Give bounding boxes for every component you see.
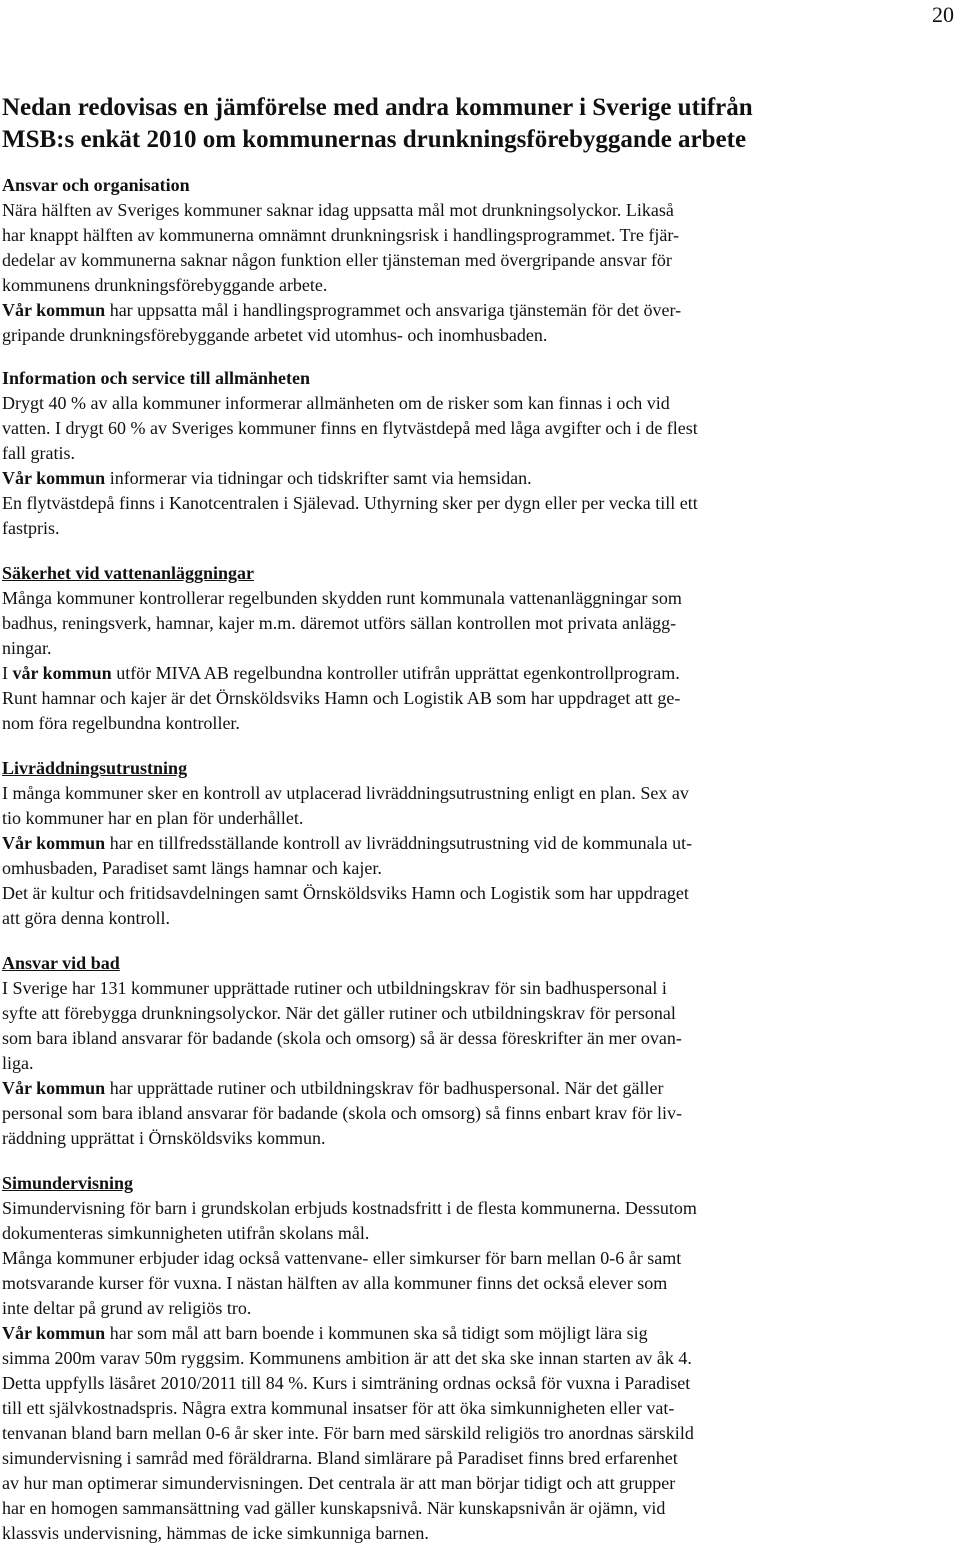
section bbox=[2, 173, 850, 348]
line-text: klassvis undervisning, hämmas de icke simkunniga barnen. bbox=[2, 1523, 429, 1543]
document-body bbox=[2, 92, 850, 1566]
section bbox=[2, 1171, 850, 1546]
line-text: dedelar av kommunerna saknar någon funktion eller tjänsteman med övergripande ansvar för bbox=[2, 250, 672, 270]
line-text: vatten. I drygt 60 % av Sveriges kommuner finns en flytvästdepå med låga avgifter och i de flest bbox=[2, 418, 698, 438]
text-line bbox=[2, 1496, 850, 1521]
our-municipality-label: vår kommun bbox=[12, 663, 112, 683]
text-line bbox=[2, 1321, 850, 1346]
line-text: Simundervisning för barn i grundskolan erbjuds kostnadsfritt i de flesta kommunerna. Dessutom bbox=[2, 1198, 697, 1218]
text-line bbox=[2, 1026, 850, 1051]
text-line bbox=[2, 1446, 850, 1471]
text-line bbox=[2, 831, 850, 856]
line-text: informerar via tidningar och tidskrifter samt via hemsidan. bbox=[105, 468, 532, 488]
text-line bbox=[2, 636, 850, 661]
line-text: kommunens drunkningsförebyggande arbete. bbox=[2, 275, 328, 295]
text-line bbox=[2, 466, 850, 491]
text-line bbox=[2, 611, 850, 636]
text-line bbox=[2, 1271, 850, 1296]
text-line bbox=[2, 806, 850, 831]
text-line bbox=[2, 1371, 850, 1396]
text-line bbox=[2, 781, 850, 806]
our-municipality-label: Vår kommun bbox=[2, 1078, 106, 1098]
text-line bbox=[2, 323, 850, 348]
text-line bbox=[2, 273, 850, 298]
text-line bbox=[2, 1221, 850, 1246]
text-line bbox=[2, 1246, 850, 1271]
line-text: ningar. bbox=[2, 638, 52, 658]
text-line bbox=[2, 586, 850, 611]
line-text: I många kommuner sker en kontroll av utplacerad livräddningsutrustning enligt en plan. Sex av bbox=[2, 783, 689, 803]
section-heading: Säkerhet vid vattenanläggningar bbox=[2, 563, 255, 583]
line-text: har en homogen sammansättning vad gäller kunskapsnivå. När kunskapsnivån är ojämn, vid bbox=[2, 1498, 666, 1518]
text-line bbox=[2, 906, 850, 931]
text-line bbox=[2, 1396, 850, 1421]
line-prefix: I bbox=[2, 663, 13, 683]
section-heading: Ansvar och organisation bbox=[2, 175, 190, 195]
text-line bbox=[2, 391, 850, 416]
text-line bbox=[2, 686, 850, 711]
line-text: inte deltar på grund av religiös tro. bbox=[2, 1298, 252, 1318]
line-text: I Sverige har 131 kommuner upprättade rutiner och utbildningskrav för sin badhuspersonal i bbox=[2, 978, 667, 998]
line-text: gripande drunkningsförebyggande arbetet vid utomhus- och inomhusbaden. bbox=[2, 325, 548, 345]
section bbox=[2, 951, 850, 1151]
text-line bbox=[2, 491, 850, 516]
line-text: har knappt hälften av kommunerna omnämnt drunkningsrisk i handlingsprogrammet. Tre fjär- bbox=[2, 225, 680, 245]
text-line bbox=[2, 1296, 850, 1321]
line-text: Många kommuner erbjuder idag också vattenvane- eller simkurser för barn mellan 0-6 år samt bbox=[2, 1248, 682, 1268]
our-municipality-label: Vår kommun bbox=[2, 1323, 106, 1343]
line-text: Drygt 40 % av alla kommuner informerar allmänheten om de risker som kan finnas i och vid bbox=[2, 393, 670, 413]
text-line bbox=[2, 1001, 850, 1026]
text-line bbox=[2, 1101, 850, 1126]
text-line bbox=[2, 661, 850, 686]
line-text: Det är kultur och fritidsavdelningen samt Örnsköldsviks Hamn och Logistik som har uppdraget bbox=[2, 883, 689, 903]
text-line bbox=[2, 516, 850, 541]
text-line bbox=[2, 1196, 850, 1221]
line-text: nom föra regelbundna kontroller. bbox=[2, 713, 240, 733]
title-line: Nedan redovisas en jämförelse med andra kommuner i Sverige utifrån bbox=[2, 94, 753, 121]
line-text: simundervisning i samråd med föräldrarna. Bland simlärare på Paradiset finns bred erfarenhet bbox=[2, 1448, 678, 1468]
line-text: liga. bbox=[2, 1053, 34, 1073]
text-line bbox=[2, 1126, 850, 1151]
line-text: En flytvästdepå finns i Kanotcentralen i Själevad. Uthyrning sker per dygn eller per vecka till ett bbox=[2, 493, 698, 513]
our-municipality-label: Vår kommun bbox=[2, 468, 106, 488]
line-text: fastpris. bbox=[2, 518, 60, 538]
line-text: har en tillfredsställande kontroll av livräddningsutrustning vid de kommunala ut- bbox=[105, 833, 693, 853]
line-text: Många kommuner kontrollerar regelbunden skydden runt kommunala vattenanläggningar som bbox=[2, 588, 682, 608]
text-line bbox=[2, 976, 850, 1001]
line-text: tio kommuner har en plan för underhållet. bbox=[2, 808, 304, 828]
section-heading: Simundervisning bbox=[2, 1173, 134, 1193]
our-municipality-label: Vår kommun bbox=[2, 300, 106, 320]
text-line bbox=[2, 441, 850, 466]
text-line bbox=[2, 1076, 850, 1101]
our-municipality-label: Vår kommun bbox=[2, 833, 106, 853]
line-text: som bara ibland ansvarar för badande (skola och omsorg) så är dessa föreskrifter än mer ovan- bbox=[2, 1028, 682, 1048]
line-text: syfte att förebygga drunkningsolyckor. När det gäller rutiner och utbildningskrav för personal bbox=[2, 1003, 676, 1023]
line-text: fall gratis. bbox=[2, 443, 75, 463]
line-text: omhusbaden, Paradiset samt längs hamnar och kajer. bbox=[2, 858, 382, 878]
text-line bbox=[2, 416, 850, 441]
section bbox=[2, 366, 850, 541]
line-text: motsvarande kurser för vuxna. I nästan hälften av alla kommuner finns det också elever som bbox=[2, 1273, 668, 1293]
text-line bbox=[2, 711, 850, 736]
section bbox=[2, 756, 850, 931]
line-text: har uppsatta mål i handlingsprogrammet och ansvariga tjänstemän för det över- bbox=[105, 300, 682, 320]
line-text: Detta uppfylls läsåret 2010/2011 till 84 %. Kurs i simträning ordnas också för vuxna i Paradiset bbox=[2, 1373, 691, 1393]
line-text: av hur man optimerar simundervisningen. Det centrala är att man börjar tidigt och att grupper bbox=[2, 1473, 676, 1493]
section-heading: Information och service till allmänheten bbox=[2, 368, 310, 388]
text-line bbox=[2, 198, 850, 223]
page-number: 20 bbox=[932, 2, 954, 27]
document-title bbox=[2, 92, 850, 156]
line-text: utför MIVA AB regelbundna kontroller utifrån upprättat egenkontrollprogram. bbox=[111, 663, 680, 683]
text-line bbox=[2, 1346, 850, 1371]
line-text: dokumenteras simkunnigheten utifrån skolans mål. bbox=[2, 1223, 370, 1243]
text-line bbox=[2, 1051, 850, 1076]
text-line bbox=[2, 856, 850, 881]
text-line bbox=[2, 298, 850, 323]
section bbox=[2, 561, 850, 736]
line-text: simma 200m varav 50m ryggsim. Kommunens ambition är att det ska ske innan starten av åk 4. bbox=[2, 1348, 692, 1368]
line-text: att göra denna kontroll. bbox=[2, 908, 170, 928]
line-text: Nära hälften av Sveriges kommuner saknar idag uppsatta mål mot drunkningsolyckor. Likaså bbox=[2, 200, 674, 220]
line-text: till ett självkostnadspris. Några extra kommunal insatser för att öka simkunnigheten eller vat- bbox=[2, 1398, 675, 1418]
section-heading: Ansvar vid bad bbox=[2, 953, 120, 973]
text-line bbox=[2, 223, 850, 248]
line-text: har upprättade rutiner och utbildningskrav för badhuspersonal. När det gäller bbox=[105, 1078, 664, 1098]
text-line bbox=[2, 248, 850, 273]
title-line: MSB:s enkät 2010 om kommunernas drunkningsförebyggande arbete bbox=[2, 126, 747, 153]
line-text: tenvanan bland barn mellan 0-6 år sker inte. För barn med särskild religiös tro anordnas särskild bbox=[2, 1423, 694, 1443]
line-text: badhus, reningsverk, hamnar, kajer m.m. däremot utförs sällan kontrollen mot privata anlägg- bbox=[2, 613, 677, 633]
text-line bbox=[2, 1521, 850, 1546]
line-text: räddning upprättat i Örnsköldsviks kommun. bbox=[2, 1128, 326, 1148]
line-text: har som mål att barn boende i kommunen ska så tidigt som möjligt lära sig bbox=[105, 1323, 648, 1343]
sections-container bbox=[2, 173, 850, 1546]
section-heading: Livräddningsutrustning bbox=[2, 758, 188, 778]
line-text: Runt hamnar och kajer är det Örnsköldsviks Hamn och Logistik AB som har uppdraget att ge- bbox=[2, 688, 681, 708]
text-line bbox=[2, 881, 850, 906]
text-line bbox=[2, 1471, 850, 1496]
line-text: personal som bara ibland ansvarar för badande (skola och omsorg) så finns enbart krav för liv- bbox=[2, 1103, 682, 1123]
text-line bbox=[2, 1421, 850, 1446]
